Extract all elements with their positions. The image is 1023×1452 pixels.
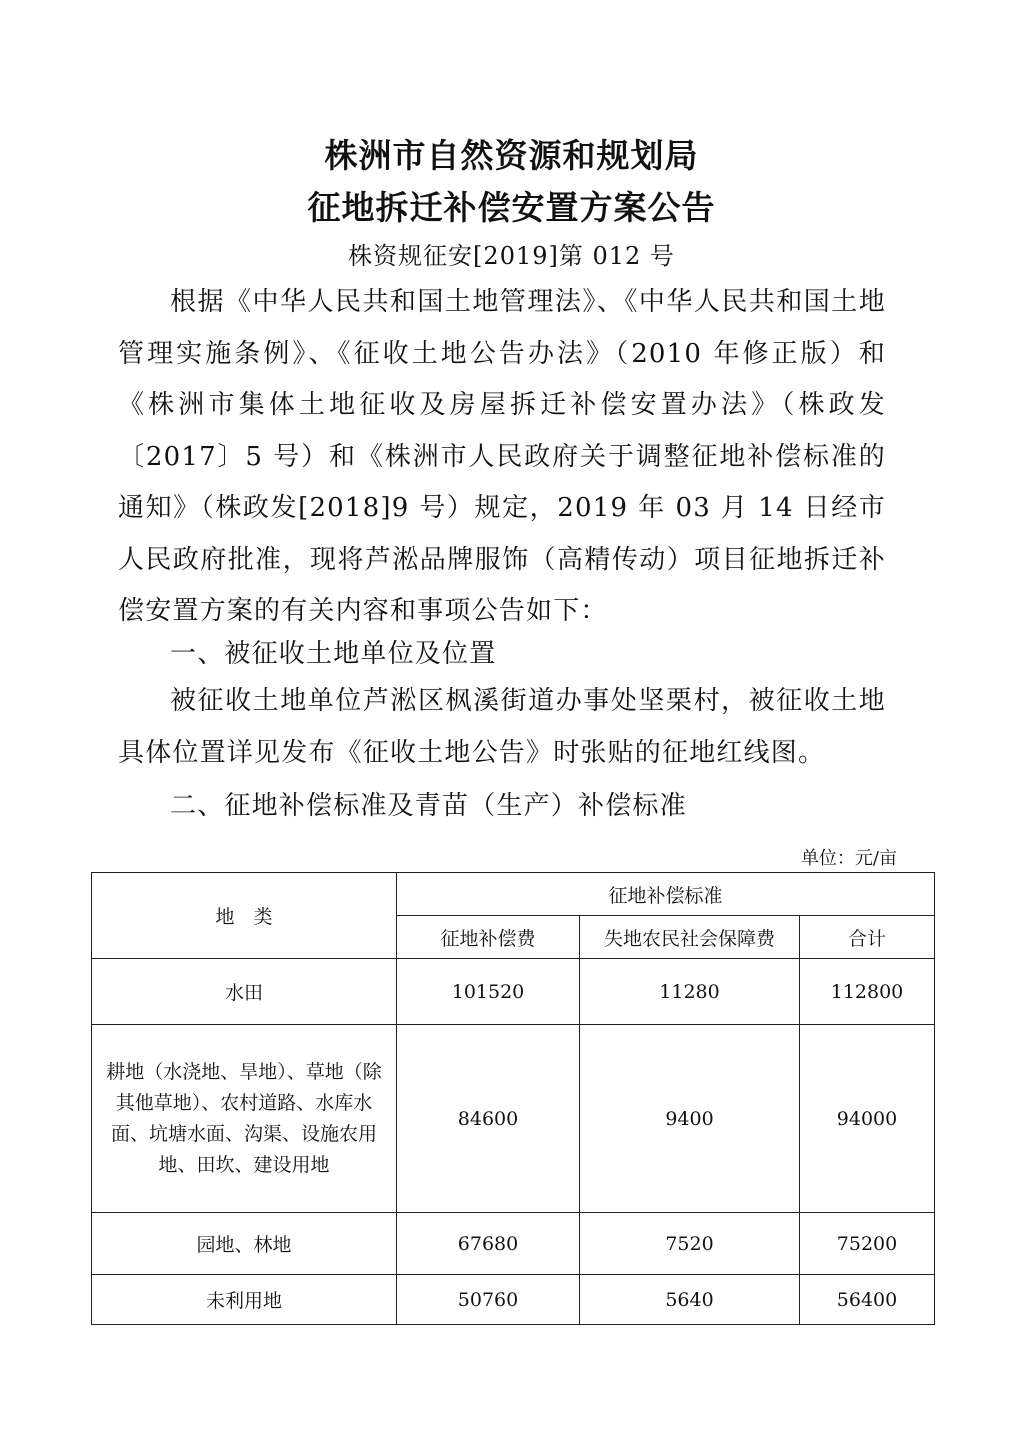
document-title-line2: 征地拆迁补偿安置方案公告 xyxy=(307,188,716,227)
unit-label: 单位：元/亩 xyxy=(800,848,897,869)
document-number: 株资规征安[2019]第 012 号 xyxy=(348,242,675,270)
intro-paragraph: 根据《中华人民共和国土地管理法》、《中华人民共和国土地管理实施条例》、《征收土地公告办法》（2010 年修正版）和《株洲市集体土地征收及房屋拆迁补偿安置办法》（株政发〔2017〕5 号）和《株洲市人民政府关于调整征地补偿标准的通知》（株政发[2018]9 号）规定，2019 年 03 月 14 日经市人民政府批准，现将芦淞品牌服饰（高精传动）项目征地拆迁补偿安置方案的有关内容和事项公告如下： xyxy=(118,287,886,626)
section-heading-2: 二、征地补偿标准及青苗（生产）补偿标准 xyxy=(170,791,687,821)
row-category: 水田 xyxy=(92,959,397,1025)
row-fee: 101520 xyxy=(397,959,580,1025)
section-heading-1: 一、被征收土地单位及位置 xyxy=(170,639,497,669)
row-category: 未利用地 xyxy=(92,1275,397,1325)
row-fee: 84600 xyxy=(397,1025,580,1213)
row-total: 56400 xyxy=(800,1275,935,1325)
table-header-row xyxy=(92,873,935,916)
row-total: 75200 xyxy=(800,1213,935,1275)
row-fee: 50760 xyxy=(397,1275,580,1325)
row-fee: 67680 xyxy=(397,1213,580,1275)
table-row xyxy=(92,1213,935,1275)
row-category: 园地、林地 xyxy=(92,1213,397,1275)
row-total: 94000 xyxy=(800,1025,935,1213)
row-security: 11280 xyxy=(580,959,800,1025)
row-security: 5640 xyxy=(580,1275,800,1325)
header-group: 征地补偿标准 xyxy=(397,873,935,916)
header-fee: 征地补偿费 xyxy=(397,916,580,959)
row-security: 9400 xyxy=(580,1025,800,1213)
compensation-table xyxy=(91,872,935,1325)
table-row xyxy=(92,1025,935,1213)
row-category-text: 耕地（水浇地、旱地）、草地（除其他草地）、农村道路、水库水面、坑塘水面、沟渠、设施农用地、田坎、建设用地 xyxy=(106,1060,382,1176)
row-security: 7520 xyxy=(580,1213,800,1275)
row-total: 112800 xyxy=(800,959,935,1025)
document-title-line1: 株洲市自然资源和规划局 xyxy=(324,136,699,175)
header-security: 失地农民社会保障费 xyxy=(580,916,800,959)
location-paragraph: 被征收土地单位芦淞区枫溪街道办事处坚栗村，被征收土地具体位置详见发布《征收土地公告》时张贴的征地红线图。 xyxy=(118,686,886,768)
row-category xyxy=(92,1025,397,1213)
table-row xyxy=(92,1275,935,1325)
header-category: 地 类 xyxy=(92,873,397,959)
header-total: 合计 xyxy=(800,916,935,959)
table-row xyxy=(92,959,935,1025)
